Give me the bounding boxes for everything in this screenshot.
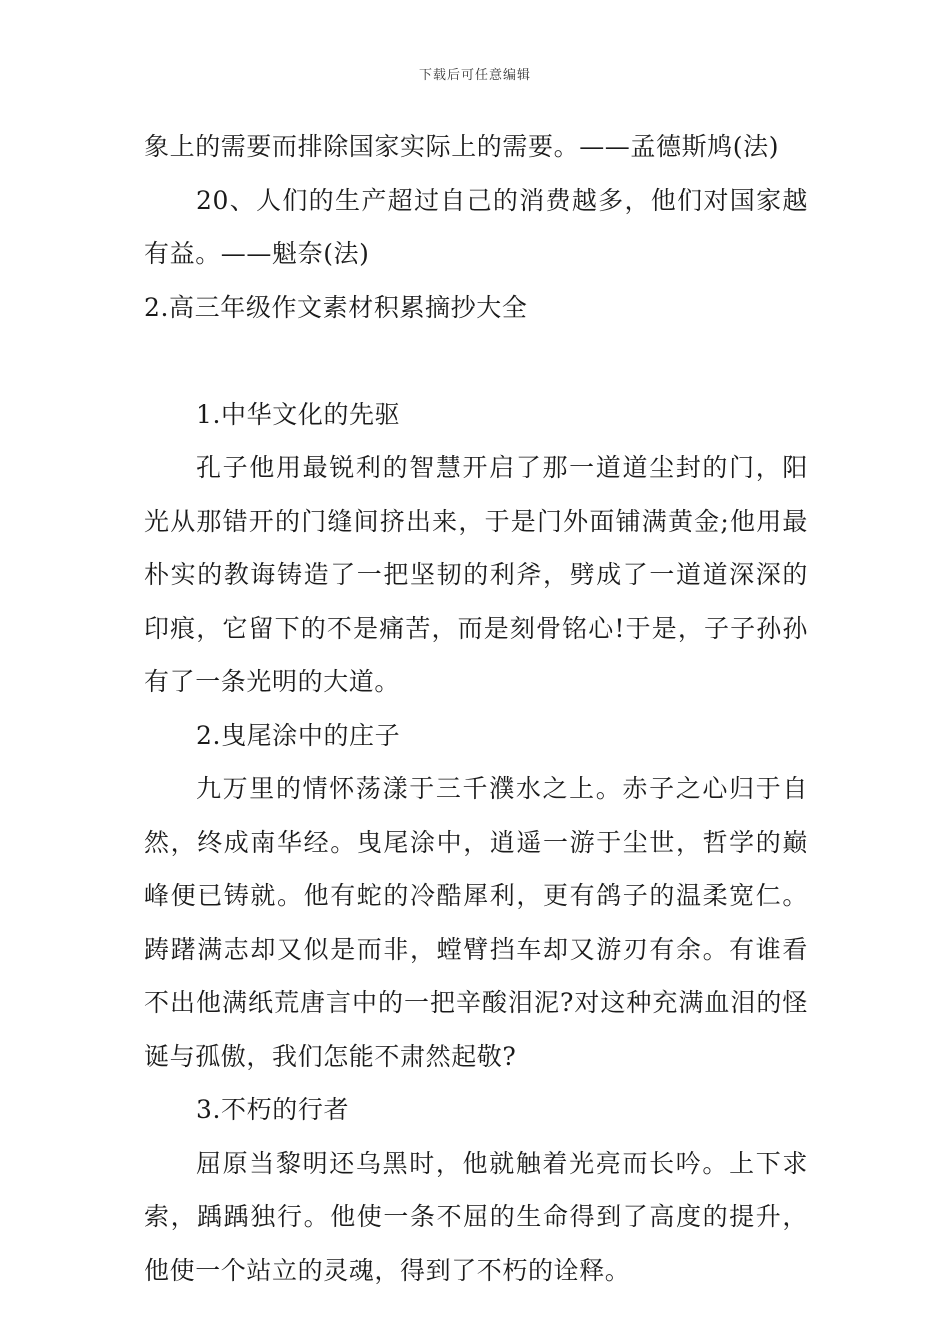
text-line: 朴实的教诲铸造了一把坚韧的利斧，劈成了一道道深深的 xyxy=(144,560,808,589)
text-line: 有了一条光明的大道。 xyxy=(144,667,401,696)
text-line: 踌躇满志却又似是而非，螳臂挡车却又游刃有余。有谁看 xyxy=(144,934,808,964)
text-line: 峰便已铸就。他有蛇的冷酷犀利，更有鸽子的温柔宽仁。 xyxy=(144,881,808,910)
blank-line xyxy=(144,334,808,388)
subsection-heading: 1.中华文化的先驱 xyxy=(196,399,401,429)
text-line: 然，终成南华经。曳尾涂中，逍遥一游于尘世，哲学的巅 xyxy=(144,827,808,857)
text-line: 20、人们的生产超过自己的消费越多，他们对国家越 xyxy=(196,185,808,215)
page-header: 下载后可任意编辑 xyxy=(418,68,531,83)
text-line: 索，踽踽独行。他使一条不屈的生命得到了高度的提升， xyxy=(144,1202,808,1231)
text-line: 诞与孤傲，我们怎能不肃然起敬? xyxy=(144,1041,517,1071)
text-line: 光从那错开的门缝间挤出来，于是门外面铺满黄金;他用最 xyxy=(144,506,808,536)
text-line: 有益。——魁奈(法) xyxy=(144,239,370,268)
subsection-heading: 3.不朽的行者 xyxy=(196,1095,350,1124)
text-line: 不出他满纸荒唐言中的一把辛酸泪泥?对这种充满血泪的怪 xyxy=(144,988,808,1017)
document-body xyxy=(144,120,808,1297)
text-line: 他使一个站立的灵魂，得到了不朽的诠释。 xyxy=(144,1255,631,1285)
text-line: 屈原当黎明还乌黑时，他就触着光亮而长吟。上下求 xyxy=(196,1148,808,1178)
text-line: 象上的需要而排除国家实际上的需要。——孟德斯鸠(法) xyxy=(144,132,780,161)
text-line: 九万里的情怀荡漾于三千濮水之上。赤子之心归于自 xyxy=(196,774,808,803)
text-line: 孔子他用最锐利的智慧开启了那一道道尘封的门，阳 xyxy=(196,453,808,482)
text-line: 印痕，它留下的不是痛苦，而是刻骨铭心!于是，子子孙孙 xyxy=(144,613,808,643)
section-heading: 2.高三年级作文素材积累摘抄大全 xyxy=(144,292,528,322)
subsection-heading: 2.曳尾涂中的庄子 xyxy=(196,720,401,750)
